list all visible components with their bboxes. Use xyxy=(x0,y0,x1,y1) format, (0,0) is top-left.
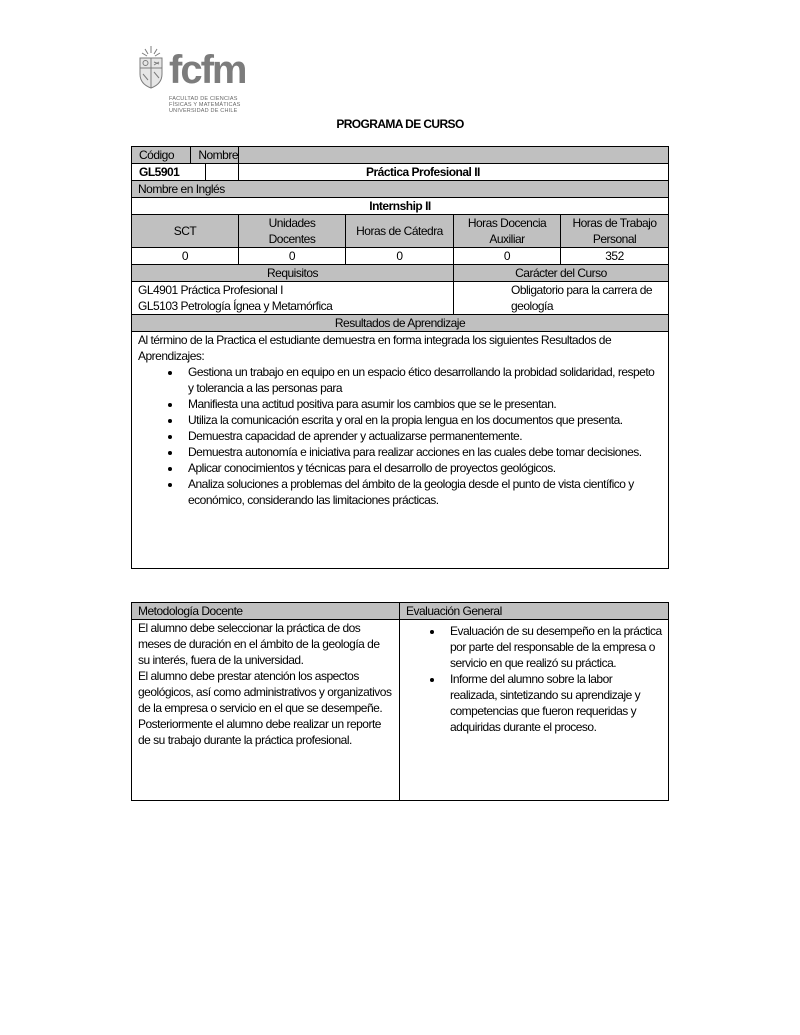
requisites-list xyxy=(132,282,454,315)
table-row xyxy=(132,315,669,332)
learning-intro: Al término de la Practica el estudiante demuestra en forma integrada los siguientes Resultados de Aprendizajes: xyxy=(138,333,612,363)
code-label: Código xyxy=(139,147,191,163)
evaluation-text xyxy=(400,620,669,801)
table-row xyxy=(132,620,669,801)
character-value: Obligatorio para la carrera de geología xyxy=(454,282,669,315)
list-item: • Informe del alumno sobre la labor realizada, sintetizando su aprendizaje y competencias que fueron requeridas y adquiridas durante el proceso. xyxy=(444,671,662,735)
hours-header: Horas Docencia Auxiliar xyxy=(454,215,561,248)
university-seal-icon xyxy=(136,44,166,90)
table-row xyxy=(132,181,669,198)
learning-label: Resultados de Aprendizaje xyxy=(132,315,669,332)
hours-value: 0 xyxy=(346,248,454,265)
evaluation-list xyxy=(406,623,662,735)
code-label-cell xyxy=(132,147,239,164)
hours-value: 0 xyxy=(454,248,561,265)
methodology-label: Metodología Docente xyxy=(132,603,400,620)
requisite-item: GL5103 Petrología Ígnea y Metamórfica xyxy=(138,299,333,313)
hours-header: Unidades Docentes xyxy=(239,215,346,248)
methodology-table xyxy=(131,602,669,801)
list-item: • Utiliza la comunicación escrita y oral en la propia lengua en los documentos que presenta. xyxy=(182,412,662,428)
hours-value: 0 xyxy=(239,248,346,265)
methodology-paragraph: El alumno debe seleccionar la práctica de dos meses de duración en el ámbito de la geología de su interés, fuera de la universidad. xyxy=(138,621,380,667)
course-name: Práctica Profesional II xyxy=(239,164,669,181)
character-label: Carácter del Curso xyxy=(454,265,669,282)
learning-list xyxy=(138,364,662,508)
table-row xyxy=(132,265,669,282)
list-item: • Evaluación de su desempeño en la práctica por parte del responsable de la empresa o servicio en que realizó su práctica. xyxy=(444,623,662,671)
english-name-label: Nombre en Inglés xyxy=(132,181,669,198)
table-row xyxy=(132,215,669,248)
methodology-paragraph: El alumno debe prestar atención los aspectos geológicos, así como administrativos y organizativos de la empresa o servicio en el que se desempeñe. Posteriormente el alumno debe realizar un reporte de su trabajo durante la práctica profesional. xyxy=(138,669,392,747)
english-name: Internship II xyxy=(132,198,669,215)
list-item: • Manifiesta una actitud positiva para asumir los cambios que se le presentan. xyxy=(182,396,662,412)
list-item: • Aplicar conocimientos y técnicas para el desarrollo de proyectos geológicos. xyxy=(182,460,662,476)
course-table xyxy=(131,146,669,569)
table-row xyxy=(132,198,669,215)
name-label: Nombre xyxy=(198,148,238,162)
hours-header: Horas de Trabajo Personal xyxy=(561,215,669,248)
evaluation-label: Evaluación General xyxy=(400,603,669,620)
hours-value: 0 xyxy=(132,248,239,265)
table-row xyxy=(132,147,669,164)
course-code-cell xyxy=(132,164,239,181)
hours-value: 352 xyxy=(561,248,669,265)
table-row xyxy=(132,164,669,181)
name-label-spacer xyxy=(239,147,669,164)
requisite-item: GL4901 Práctica Profesional I xyxy=(138,283,283,297)
list-item: • Demuestra autonomía e iniciativa para realizar acciones en las cuales debe tomar decisiones. xyxy=(182,444,662,460)
learning-outcomes xyxy=(132,332,669,569)
requisites-label: Requisitos xyxy=(132,265,454,282)
methodology-text xyxy=(132,620,400,801)
document-title: PROGRAMA DE CURSO xyxy=(336,117,464,131)
hours-header: Horas de Cátedra xyxy=(346,215,454,248)
fcfm-logo xyxy=(136,44,256,118)
list-item: • Analiza soluciones a problemas del ámbito de la geologia desde el punto de vista científico y económico, considerando las limitaciones prácticas. xyxy=(182,476,662,508)
course-code: GL5901 xyxy=(139,164,206,180)
list-item: • Gestiona un trabajo en equipo en un espacio ético desarrollando la probidad solidaridad, respeto y tolerancia a las personas para xyxy=(182,364,662,396)
logo-subtitle: FACULTAD DE CIENCIAS FÍSICAS Y MATEMÁTICAS UNIVERSIDAD DE CHILE xyxy=(169,96,241,114)
table-row xyxy=(132,603,669,620)
hours-header: SCT xyxy=(132,215,239,248)
table-row xyxy=(132,282,669,315)
list-item: • Demuestra capacidad de aprender y actualizarse permanentemente. xyxy=(182,428,662,444)
table-row xyxy=(132,332,669,569)
logo-wordmark: fcfm xyxy=(169,48,246,92)
table-row xyxy=(132,248,669,265)
